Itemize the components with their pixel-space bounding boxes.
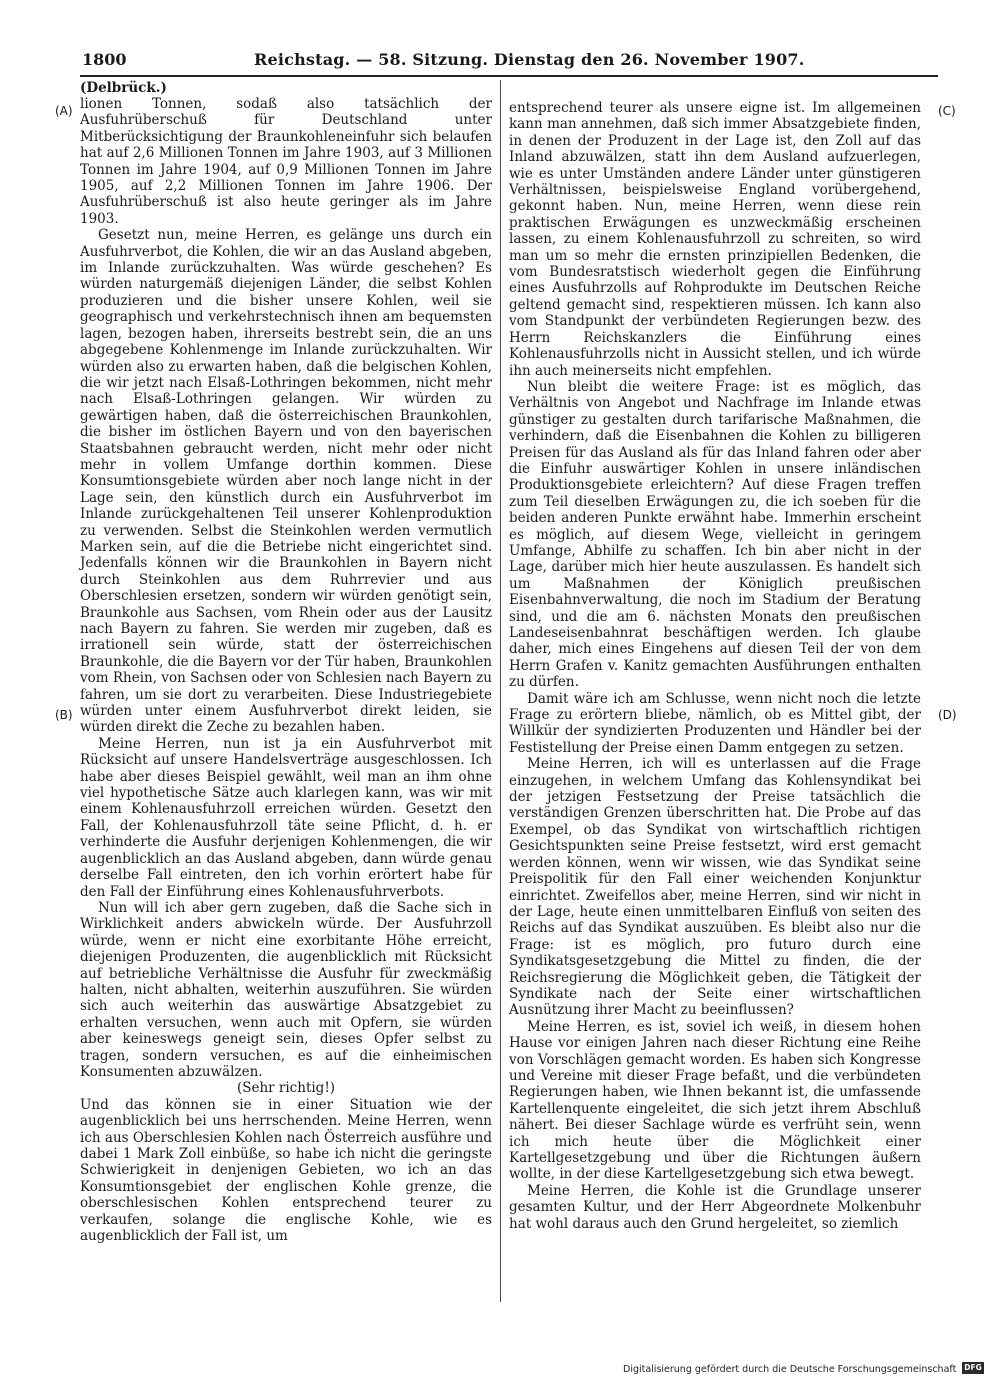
- paragraph: Meine Herren, ich will es unterlassen auf die Frage einzugehen, in welchem Umfang das Kohlensyndikat bei der jetzigen Festsetzung der Preise tatsächlich die verständigen Grenzen überschritten hat. Die Probe auf das Exempel, ob das Syndikat von wirtschaftlich richtigen Gesichtspunkten seine Preise festsetzt, wird erst gemacht werden können, wenn wir wissen, wie das Syndikat seine Preispolitik für den Fall einer weichenden Konjunktur einrichtet. Zweifellos aber, meine Herren, sind wir nicht in der Lage, heute einen unmittelbaren Einfluß von seiten des Reichs auf das Syndikat auszuüben. Es bleibt also nur die Frage: ist es möglich, pro futuro durch eine Syndikatsgesetzgebung die Mittel zu finden, die der Reichsregierung die Möglichkeit geben, die Tätigkeit der Syndikate nach der Seite einer wirtschaftlichen Ausnützung ihrer Macht zu beeinflussen?: [509, 756, 921, 1019]
- paragraph: Meine Herren, es ist, soviel ich weiß, in diesem hohen Hause vor einigen Jahren nach dieser Richtung eine Reihe von Vorschlägen gemacht worden. Es haben sich Kongresse und Vereine mit dieser Frage befaßt, und die verbündeten Regierungen haben, wie Ihnen bekannt ist, die umfassende Kartellenquente eingeleitet, die sich jetzt ihrem Abschluß nähert. Bei dieser Sachlage würde es verfrüht sein, wenn ich mich heute über die Möglichkeit einer Kartellgesetzgebung und über die Richtungen äußern wollte, in der diese Kartellgesetzgebung sich etwa bewegt.: [509, 1018, 921, 1183]
- paragraph: Nun will ich aber gern zugeben, daß die Sache sich in Wirklichkeit anders abwickeln würde. Der Ausfuhrzoll würde, wenn er nicht eine exorbitante Höhe erreicht, diejenigen Produzenten, die augenblicklich mit Rücksicht auf betriebliche Verhältnisse die Ausfuhr für zweckmäßig halten, nicht abhalten, weiterhin auszuführen. Sie würden sich auch weiterhin das auswärtige Absatzgebiet zu erhalten versuchen, wenn auch mit Opfern, sie würden aber keineswegs geneigt sein, dieses Opfer selbst zu tragen, sondern versuchen, es auf die einheimischen Konsumenten abzuwälzen.: [80, 899, 492, 1080]
- page-header: [82, 50, 934, 74]
- column-divider: [500, 80, 501, 1302]
- paragraph: Gesetzt nun, meine Herren, es gelänge uns durch ein Ausfuhrverbot, die Kohlen, die wir an das Ausland abgeben, im Inlande zurückzuhalten. Was würde geschehen? Es würden naturgemäß diejenigen Länder, die selbst Kohlen produzieren und die bisher unsere Kohlen, weil sie geographisch und verkehrstechnisch ihnen am bequemsten lagen, bezogen haben, ihrerseits bestrebt sein, die an uns abgegebene Kohlenmenge im Inlande zurückzuhalten. Wir würden also zu erwarten haben, daß die belgischen Kohlen, die wir jetzt nach Elsaß-Lothringen bekommen, nicht mehr nach Elsaß-Lothringen gelangen. Wir würden zu gewärtigen haben, daß die österreichischen Braunkohlen, die bisher im östlichen Bayern und von den bayerischen Staatsbahnen gebraucht werden, nicht mehr oder nicht mehr in vollem Umfange dorthin kommen. Diese Konsumtionsgebiete würden aber noch lange nicht in der Lage sein, den künstlich durch ein Ausfuhrverbot im Inlande zurückgehaltenen Teil unserer Kohlenproduktion zu verwenden. Selbst die Steinkohlen werden vermutlich Marken sein, auf die die Betriebe nicht eingerichtet sind. Jedenfalls können wir die Braunkohlen in Bayern nicht durch Steinkohlen aus dem Ruhrrevier und aus Oberschlesien ersetzen, sondern wir würden genötigt sein, Braunkohle aus Sachsen, vom Rhein oder aus der Lausitz nach Bayern zu fahren. Sie werden mir zugeben, daß es irrationell sein würde, statt der österreichischen Braunkohle, die die Bayern vor der Tür haben, Braunkohlen vom Rhein, von Sachsen oder von Schlesien nach Bayern zu fahren, um sie dort zu verarbeiten. Diese Industriegebiete würden unter einem Ausfuhrverbot direkt leiden, sie würden direkt die Zeche zu bezahlen haben.: [80, 227, 492, 736]
- page-number: 1800: [82, 50, 127, 69]
- dfg-logo-icon: DFG: [962, 1362, 984, 1374]
- paragraph: Meine Herren, die Kohle ist die Grundlage unserer gesamten Kultur, und der Herr Abgeordnete Molkenbuhr hat wohl daraus auch den Grund hergeleitet, so ziemlich: [509, 1182, 921, 1232]
- paragraph: Meine Herren, nun ist ja ein Ausfuhrverbot mit Rücksicht auf unsere Handelsverträge ausgeschlossen. Ich habe aber dieses Beispiel gewählt, weil man an ihm ohne viel hypothetische Sätze auch klarlegen kann, was wir mit einem Kohlenausfuhrzoll erreichen würden. Gesetzt den Fall, der Kohlenausfuhrzoll täte seine Pflicht, d. h. er verhinderte die Ausfuhr derjenigen Kohlenmengen, die wir augenblicklich an das Ausland abgeben, dann würde genau derselbe Fall eintreten, den ich vorhin erörtert habe für den Fall der Einführung eines Kohlenausfuhrverbots.: [80, 735, 492, 900]
- right-column: [509, 100, 921, 1232]
- margin-marker-a: (A): [55, 104, 73, 118]
- paragraph: Damit wäre ich am Schlusse, wenn nicht noch die letzte Frage zu erörtern bliebe, nämlich, ob es Mittel gibt, der Willkür der syndizierten Produzenten und Händler bei der Festistellung der Preise einen Damm entgegen zu setzen.: [509, 690, 921, 756]
- paragraph: Und das können sie in einer Situation wie der augenblicklich bei uns herrschenden. Meine Herren, wenn ich aus Oberschlesien Kohlen nach Österreich ausführe und dabei 1 Mark Zoll einbüße, so habe ich nicht die geringste Schwierigkeit in denjenigen Gebieten, wo ich an das Konsumtionsgebiet der englischen Kohle grenze, die oberschlesischen Kohlen entsprechend teurer zu verkaufen, solange die englische Kohle, wie es augenblicklich der Fall ist, um: [80, 1096, 492, 1245]
- left-column: [80, 96, 492, 1244]
- footer-credit: Digitalisierung gefördert durch die Deutsche Forschungsgemeinschaft: [623, 1364, 957, 1375]
- paragraph: Nun bleibt die weitere Frage: ist es möglich, das Verhältnis von Angebot und Nachfrage im Inlande etwas günstiger zu gestalten durch tarifarische Maßnahmen, die verhindern, daß die Eisenbahnen die Kohlen zu billigeren Preisen für das Ausland als für das Inland fahren oder aber die Einfuhr auswärtiger Kohlen in unsere inländischen Produktionsgebiete erleichtern? Auf diese Fragen treffen zum Teil dieselben Erwägungen zu, die ich soeben für die beiden anderen Punkte erwähnt habe. Immerhin erscheint es möglich, auf diesem Wege, vielleicht in geringem Umfange, Abhilfe zu schaffen. Ich bin aber nicht in der Lage, darüber mich hier heute auszulassen. Es handelt sich um Maßnahmen der Königlich preußischen Eisenbahnverwaltung, die noch im Stadium der Beratung sind, und die am 6. nächsten Monats den preußischen Landeseisenbahnrat beschäftigen werden. Ich glaube daher, mich eines Eingehens auf diesen Teil der von dem Herrn Grafen v. Kanitz gemachten Ausführungen enthalten zu dürfen.: [509, 378, 921, 691]
- margin-marker-d: (D): [938, 708, 957, 722]
- margin-marker-b: (B): [55, 708, 73, 722]
- paragraph: lionen Tonnen, sodaß also tatsächlich der Ausfuhrüberschuß für Deutschland unter Mitberücksichtigung der Braunkohleneinfuhr sich belaufen hat auf 2,6 Millionen Tonnen im Jahre 1903, auf 3 Millionen Tonnen im Jahre 1904, auf 0,9 Millionen Tonnen im Jahre 1905, auf 2,2 Millionen Tonnen im Jahre 1906. Der Ausfuhrüberschuß ist also heute geringer als im Jahre 1903.: [80, 96, 492, 227]
- page-title: Reichstag. — 58. Sitzung. Dienstag den 26. November 1907.: [254, 50, 805, 69]
- speaker-tag: (Delbrück.): [80, 80, 167, 96]
- interjection: (Sehr richtig!): [236, 1080, 336, 1097]
- margin-marker-c: (C): [938, 104, 956, 118]
- paragraph: entsprechend teurer als unsere eigne ist. Im allgemeinen kann man annehmen, daß sich immer Absatzgebiete finden, in denen der Produzent in der Lage ist, den Zoll auf das Inland abzuwälzen, statt ihn dem Ausland aufzuerlegen, wie es unter Umständen andere Länder unter günstigeren Verhältnissen, beispielsweise England vorübergehend, gekonnt haben. Nun, meine Herren, wenn diese rein praktischen Erwägungen es unzweckmäßig erscheinen lassen, zu einem Kohlenausfuhrzoll zu schreiten, so wird man um so mehr die ernsten prinzipiellen Bedenken, die vom Bundesratstisch wiederholt gegen die Einführung eines Ausfuhrzolls auf Rohprodukte im Deutschen Reiche geltend gemacht sind, respektieren müssen. Ich kann also vom Standpunkt der verbündeten Regierungen bezw. des Herrn Reichskanzlers die Einführung eines Kohlenausfuhrzolls nicht in Aussicht stellen, und ich würde ihn auch meinerseits nicht empfehlen.: [509, 100, 921, 379]
- header-rule: [80, 75, 938, 77]
